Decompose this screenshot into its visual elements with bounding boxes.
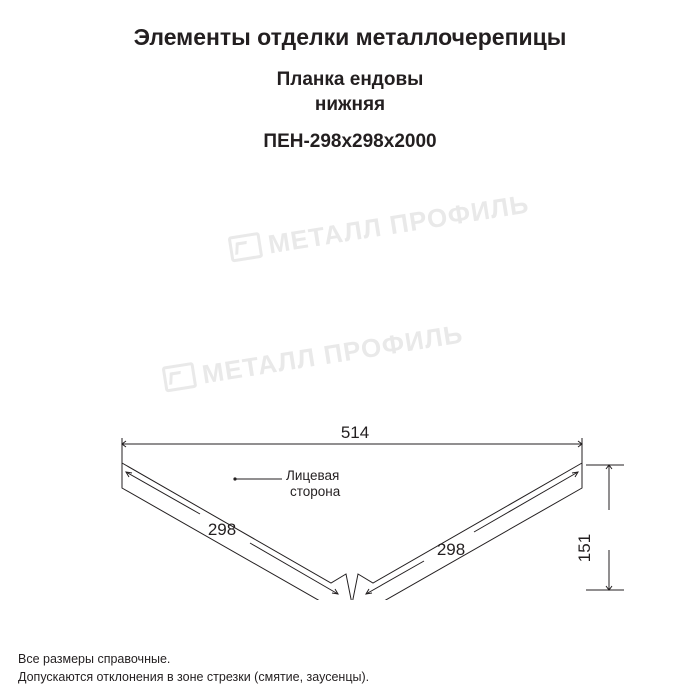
dim-label-height: 151 bbox=[575, 533, 594, 563]
product-name-line1: Планка ендовы bbox=[276, 68, 424, 90]
face-side-label-line2: сторона bbox=[290, 484, 341, 499]
technical-drawing bbox=[0, 180, 700, 600]
watermark-text: МЕТАЛЛ ПРОФИЛЬ bbox=[265, 188, 532, 260]
dim-line-left-leg-a bbox=[126, 472, 200, 514]
face-side-label-line1: Лицевая bbox=[286, 468, 340, 483]
dim-line-right-leg-a bbox=[366, 561, 424, 594]
profile-svg bbox=[0, 180, 700, 600]
leader-dot bbox=[233, 477, 236, 480]
profile-outline-outer bbox=[122, 463, 582, 600]
dim-label-top-width: 514 bbox=[340, 423, 370, 442]
product-code: ПЕН-298x298x2000 bbox=[263, 131, 437, 153]
watermark-text: МЕТАЛЛ ПРОФИЛЬ bbox=[199, 318, 466, 390]
product-name-line2: нижняя bbox=[314, 94, 386, 116]
dim-line-right-leg-b bbox=[474, 472, 578, 532]
dim-label-right-leg: 298 bbox=[436, 540, 466, 559]
footer-note-1: Все размеры справочные. bbox=[18, 651, 171, 666]
profile-outline-right-edge bbox=[370, 463, 582, 600]
dim-label-left-leg: 298 bbox=[207, 520, 237, 539]
page-title: Элементы отделки металлочерепицы bbox=[133, 24, 567, 50]
footer-notes bbox=[18, 650, 678, 686]
title-block bbox=[0, 24, 700, 153]
footer-note-2: Допускаются отклонения в зоне стрезки (смятие, заусенцы). bbox=[18, 669, 370, 684]
